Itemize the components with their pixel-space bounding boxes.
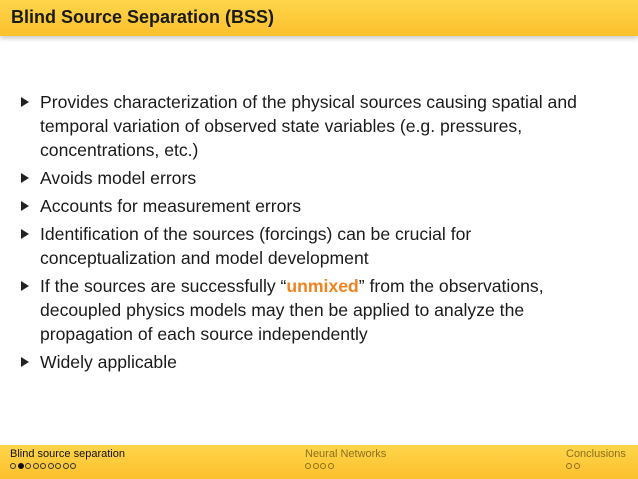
nav-dot-icon[interactable]: [25, 463, 31, 469]
bullet-line: Identification of the sources (forcings) can be crucial for: [40, 224, 472, 244]
nav-dot-icon[interactable]: [574, 463, 580, 469]
triangle-bullet-icon: [21, 173, 29, 183]
section-progress-dots: [305, 463, 334, 469]
bullet-item: [20, 166, 626, 190]
slide-title: Blind Source Separation (BSS): [11, 7, 275, 27]
footer-navigation: [0, 445, 638, 479]
footer-section-blind-source-separation[interactable]: Blind source separation: [10, 448, 125, 460]
nav-dot-icon[interactable]: [48, 463, 54, 469]
bullet-line: concentrations, etc.): [40, 140, 199, 160]
bullet-list: [20, 90, 626, 378]
bullet-line: decoupled physics models may then be applied to analyze the: [40, 300, 525, 320]
triangle-bullet-icon: [21, 357, 29, 367]
bullet-line-prefix: If the sources are successfully “: [40, 276, 287, 296]
title-bar: [0, 0, 638, 36]
footer-section-neural-networks[interactable]: Neural Networks: [305, 448, 387, 460]
bullet-item: [20, 350, 626, 374]
nav-dot-icon[interactable]: [313, 463, 319, 469]
nav-dot-icon[interactable]: [40, 463, 46, 469]
bullet-line: Provides characterization of the physical sources causing spatial and: [40, 92, 577, 112]
triangle-bullet-icon: [21, 97, 29, 107]
bullet-line: propagation of each source independently: [40, 324, 368, 344]
section-progress-dots: [10, 463, 76, 469]
bullet-line: Accounts for measurement errors: [40, 196, 302, 216]
bullet-line: Avoids model errors: [40, 168, 197, 188]
triangle-bullet-icon: [21, 201, 29, 211]
nav-dot-icon[interactable]: [18, 463, 24, 469]
triangle-bullet-icon: [21, 229, 29, 239]
nav-dot-icon[interactable]: [33, 463, 39, 469]
bullet-item: [20, 222, 626, 270]
nav-dot-icon[interactable]: [10, 463, 16, 469]
section-progress-dots: [566, 463, 580, 469]
bullet-line-suffix: ” from the observations,: [358, 276, 544, 296]
bullet-item: [20, 194, 626, 218]
nav-dot-icon[interactable]: [55, 463, 61, 469]
nav-dot-icon[interactable]: [320, 463, 326, 469]
bullet-line: conceptualization and model development: [40, 248, 369, 268]
bullet-line: temporal variation of observed state variables (e.g. pressures,: [40, 116, 523, 136]
nav-dot-icon[interactable]: [328, 463, 334, 469]
bullet-line: Widely applicable: [40, 352, 177, 372]
bullet-item: [20, 274, 626, 346]
highlighted-term: unmixed: [286, 276, 359, 296]
nav-dot-icon[interactable]: [566, 463, 572, 469]
nav-dot-icon[interactable]: [305, 463, 311, 469]
footer-section-conclusions[interactable]: Conclusions: [566, 448, 626, 460]
bullet-item: [20, 90, 626, 162]
nav-dot-icon[interactable]: [63, 463, 69, 469]
nav-dot-icon[interactable]: [70, 463, 76, 469]
triangle-bullet-icon: [21, 281, 29, 291]
